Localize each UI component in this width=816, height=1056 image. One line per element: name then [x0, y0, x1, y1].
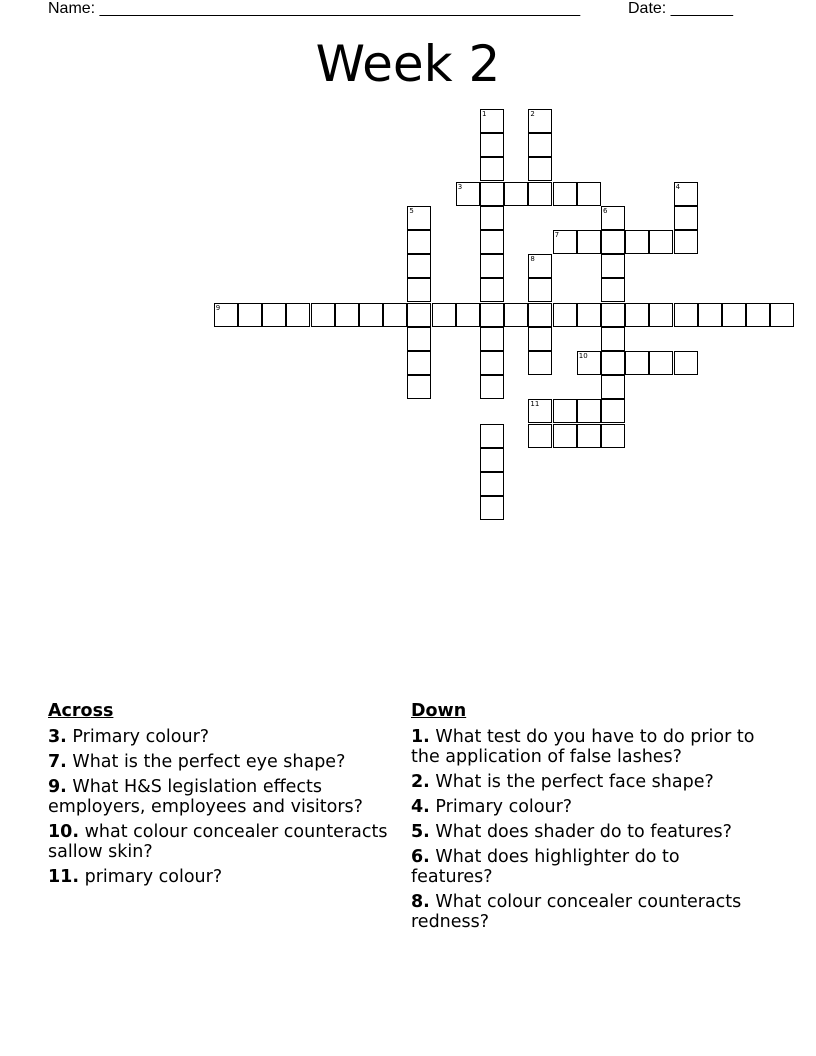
crossword-cell[interactable]	[480, 278, 504, 302]
crossword-cell[interactable]	[528, 351, 552, 375]
down-clues	[411, 701, 761, 937]
cell-number: 3	[457, 182, 463, 191]
crossword-cell[interactable]	[407, 254, 431, 278]
clue-number: 3.	[48, 727, 67, 747]
crossword-cell[interactable]	[480, 424, 504, 448]
down-clue	[411, 797, 761, 817]
down-clue	[411, 772, 761, 792]
crossword-cell[interactable]	[407, 278, 431, 302]
crossword-cell[interactable]	[577, 230, 601, 254]
crossword-cell[interactable]	[480, 230, 504, 254]
crossword-cell[interactable]	[553, 182, 577, 206]
crossword-cell[interactable]	[407, 230, 431, 254]
clue-number: 6.	[411, 847, 430, 867]
date-field-label: Date: _______	[628, 0, 733, 17]
crossword-cell[interactable]	[480, 182, 504, 206]
crossword-cell[interactable]	[625, 351, 649, 375]
across-clue	[48, 867, 388, 887]
crossword-cell[interactable]	[674, 230, 698, 254]
crossword-cell[interactable]	[359, 303, 383, 327]
crossword-cell[interactable]	[577, 182, 601, 206]
crossword-cell[interactable]	[528, 399, 552, 423]
clue-text: What is the perfect eye shape?	[72, 752, 346, 772]
crossword-cell[interactable]	[456, 303, 480, 327]
crossword-cell[interactable]	[480, 157, 504, 181]
cell-number: 1	[482, 110, 487, 118]
crossword-cell[interactable]	[407, 303, 431, 327]
crossword-cell[interactable]	[746, 303, 770, 327]
crossword-cell[interactable]	[601, 399, 625, 423]
clue-text: What H&S legislation effects employers, employees and visitors?	[48, 777, 363, 817]
clue-text: What does highlighter do to features?	[411, 847, 680, 887]
clue-text: Primary colour?	[72, 727, 210, 747]
crossword-cell[interactable]	[528, 254, 552, 278]
crossword-cell[interactable]	[480, 133, 504, 157]
down-clue	[411, 847, 761, 887]
crossword-cell[interactable]	[528, 278, 552, 302]
crossword-cell[interactable]	[722, 303, 746, 327]
clue-text: What colour concealer counteracts redness?	[411, 892, 742, 932]
crossword-cell[interactable]	[601, 351, 625, 375]
crossword-cell[interactable]	[577, 424, 601, 448]
crossword-cell[interactable]	[674, 351, 698, 375]
clue-number: 10.	[48, 822, 80, 842]
crossword-cell[interactable]	[528, 327, 552, 351]
crossword-cell[interactable]	[480, 206, 504, 230]
crossword-cell[interactable]	[528, 424, 552, 448]
crossword-cell[interactable]	[577, 303, 601, 327]
crossword-cell[interactable]	[504, 303, 528, 327]
crossword-cell[interactable]	[480, 254, 504, 278]
crossword-cell[interactable]	[625, 303, 649, 327]
crossword-cell[interactable]	[649, 230, 673, 254]
down-clue	[411, 822, 761, 842]
name-field-label: Name: ______________________________________________________	[48, 0, 581, 17]
clue-number: 2.	[411, 772, 430, 792]
cell-number: 4	[675, 182, 681, 191]
crossword-cell[interactable]	[674, 303, 698, 327]
across-clue	[48, 752, 388, 772]
cell-number: 6	[603, 206, 608, 215]
cell-number: 7	[554, 231, 560, 239]
crossword-cell[interactable]	[286, 303, 310, 327]
clue-number: 7.	[48, 752, 67, 772]
crossword-cell[interactable]	[528, 182, 552, 206]
clue-text: what colour concealer counteracts sallow skin?	[48, 822, 388, 862]
crossword-cell[interactable]	[698, 303, 722, 327]
clue-number: 4.	[411, 797, 430, 817]
clue-number: 1.	[411, 727, 430, 747]
across-heading: Across	[48, 701, 114, 721]
clue-number: 9.	[48, 777, 67, 797]
clue-text: Primary colour?	[435, 797, 573, 817]
crossword-cell[interactable]	[456, 182, 480, 206]
crossword-cell[interactable]	[553, 303, 577, 327]
crossword-cell[interactable]	[553, 424, 577, 448]
crossword-cell[interactable]	[480, 303, 504, 327]
across-clue	[48, 822, 388, 862]
clue-number: 8.	[411, 892, 430, 912]
crossword-cell[interactable]	[480, 496, 504, 520]
crossword-cell[interactable]	[601, 278, 625, 302]
across-clues	[48, 701, 388, 892]
crossword-cell[interactable]	[214, 303, 238, 327]
crossword-cell[interactable]	[528, 303, 552, 327]
cell-number: 9	[215, 303, 221, 312]
clue-text: What is the perfect face shape?	[435, 772, 714, 792]
crossword-cell[interactable]	[432, 303, 456, 327]
crossword-cell[interactable]	[480, 375, 504, 399]
crossword-cell[interactable]	[335, 303, 359, 327]
crossword-cell[interactable]	[601, 375, 625, 399]
crossword-cell[interactable]	[504, 182, 528, 206]
crossword-cell[interactable]	[601, 206, 625, 230]
crossword-cell[interactable]	[407, 327, 431, 351]
crossword-cell[interactable]	[577, 351, 601, 375]
down-clue	[411, 892, 761, 932]
across-clue	[48, 727, 388, 747]
cell-number: 5	[409, 206, 414, 215]
crossword-cell[interactable]	[601, 424, 625, 448]
cell-number: 8	[530, 255, 535, 264]
clue-text: What does shader do to features?	[435, 822, 732, 842]
crossword-cell[interactable]	[407, 206, 431, 230]
crossword-cell[interactable]	[480, 351, 504, 375]
cell-number: 2	[530, 110, 535, 118]
across-clue	[48, 777, 388, 817]
down-clue	[411, 727, 761, 767]
crossword-cell[interactable]	[770, 303, 794, 327]
crossword-cell[interactable]	[407, 375, 431, 399]
crossword-cell[interactable]	[577, 399, 601, 423]
crossword-cell[interactable]	[528, 109, 552, 133]
crossword-cell[interactable]	[480, 448, 504, 472]
crossword-cell[interactable]	[407, 351, 431, 375]
crossword-cell[interactable]	[480, 472, 504, 496]
crossword-cell[interactable]	[238, 303, 262, 327]
crossword-grid	[0, 0, 816, 520]
crossword-cell[interactable]	[649, 351, 673, 375]
clue-number: 5.	[411, 822, 430, 842]
crossword-cell[interactable]	[383, 303, 407, 327]
crossword-cell[interactable]	[553, 230, 577, 254]
crossword-cell[interactable]	[601, 230, 625, 254]
cell-number: 11	[530, 400, 540, 409]
crossword-cell[interactable]	[674, 206, 698, 230]
crossword-cell[interactable]	[311, 303, 335, 327]
clue-text: What test do you have to do prior to the application of false lashes?	[411, 727, 755, 767]
crossword-cell[interactable]	[674, 182, 698, 206]
crossword-cell[interactable]	[601, 303, 625, 327]
crossword-cell[interactable]	[601, 254, 625, 278]
crossword-cell[interactable]	[601, 327, 625, 351]
clue-text: primary colour?	[84, 867, 223, 887]
crossword-cell[interactable]	[480, 109, 504, 133]
down-heading: Down	[411, 701, 467, 721]
page-title: Week 2	[315, 35, 501, 93]
crossword-cell[interactable]	[480, 327, 504, 351]
crossword-cell[interactable]	[528, 133, 552, 157]
crossword-cell[interactable]	[553, 399, 577, 423]
cell-number: 10	[578, 352, 588, 360]
crossword-cell[interactable]	[649, 303, 673, 327]
crossword-cell[interactable]	[625, 230, 649, 254]
clue-number: 11.	[48, 867, 80, 887]
crossword-cell[interactable]	[528, 157, 552, 181]
crossword-cell[interactable]	[262, 303, 286, 327]
